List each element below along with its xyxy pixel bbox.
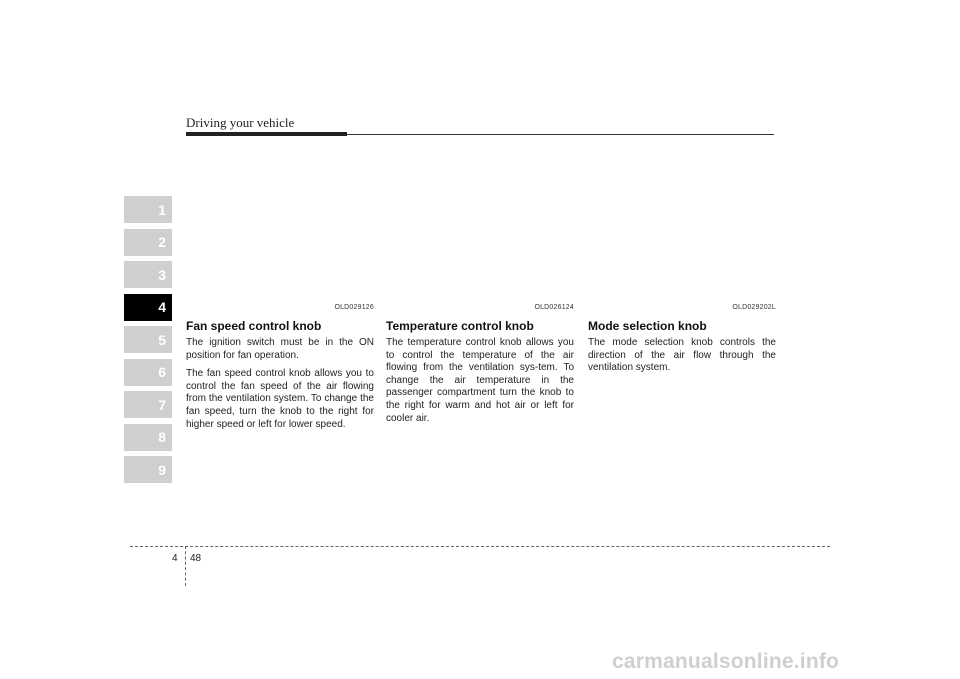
chapter-tab-6[interactable]: 6 bbox=[124, 359, 172, 386]
paragraph: The ignition switch must be in the ON position for fan operation. bbox=[186, 337, 374, 361]
figure-code: OLD029202L bbox=[732, 304, 776, 311]
chapter-tab-3[interactable]: 3 bbox=[124, 261, 172, 288]
chapter-tabs bbox=[124, 196, 172, 489]
figure-code: OLD026124 bbox=[534, 304, 574, 311]
watermark: carmanualsonline.info bbox=[612, 650, 840, 673]
paragraph: The mode selection knob controls the direction of the air flow through the ventilation system. bbox=[588, 337, 776, 374]
page-chapter-number: 4 bbox=[172, 553, 178, 564]
chapter-tab-1[interactable]: 1 bbox=[124, 196, 172, 223]
footer-divider bbox=[185, 546, 186, 586]
chapter-tab-5[interactable]: 5 bbox=[124, 326, 172, 353]
paragraph: The fan speed control knob allows you to control the fan speed of the air flowing from the ventilation system. To change the fan speed, turn the knob to the right for higher speed or left for lower speed. bbox=[186, 368, 374, 430]
chapter-tab-7[interactable]: 7 bbox=[124, 391, 172, 418]
page-header-title: Driving your vehicle bbox=[186, 115, 295, 130]
header-accent-bar bbox=[186, 132, 347, 136]
figure-code: OLD029126 bbox=[334, 304, 374, 311]
section-heading: Mode selection knob bbox=[588, 319, 707, 333]
paragraph: The temperature control knob allows you to control the temperature of the air flowing from the ventilation sys-tem. To change the air temperature in the passenger compartment turn the knob to the right for warm and hot air or left for cooler air. bbox=[386, 337, 574, 424]
section-heading: Fan speed control knob bbox=[186, 319, 322, 333]
chapter-tab-4[interactable]: 4 bbox=[124, 294, 172, 321]
chapter-tab-9[interactable]: 9 bbox=[124, 456, 172, 483]
chapter-tab-8[interactable]: 8 bbox=[124, 424, 172, 451]
column-temperature bbox=[386, 303, 574, 431]
section-heading: Temperature control knob bbox=[386, 319, 534, 333]
column-fan-speed bbox=[186, 303, 374, 437]
chapter-tab-2[interactable]: 2 bbox=[124, 229, 172, 256]
footer-rule bbox=[130, 546, 830, 547]
column-mode-selection bbox=[588, 303, 776, 381]
page-number: 48 bbox=[190, 553, 202, 564]
